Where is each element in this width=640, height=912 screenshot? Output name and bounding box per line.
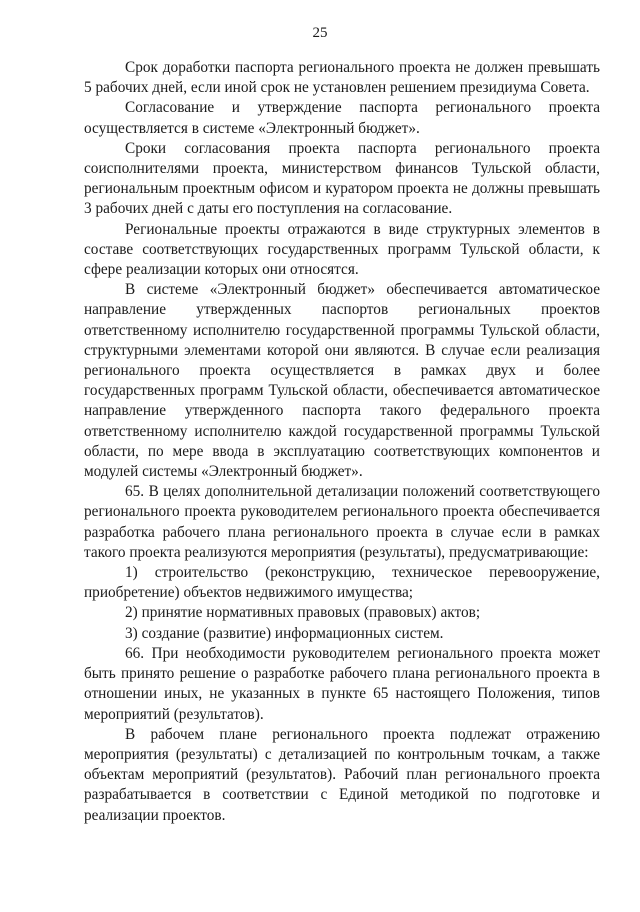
- page-number: 25: [312, 25, 328, 41]
- list-item-2: 2) принятие нормативных правовых (правовых) актов;: [125, 604, 481, 622]
- paragraph-work-plan-contents: В рабочем плане регионального проекта подлежат отражению мероприятия (результаты) с детализацией по контрольным точкам, а также объектам мероприятий (результатов). Рабочий план регионального проекта разрабатывается в соответствии с Единой методикой по подготовке и реализации проектов.: [84, 725, 600, 824]
- paragraph-item-66: 66. При необходимости руководителем регионального проекта может быть принято решение о разработке рабочего плана регионального проекта в отношении иных, не указанных в пункте 65 настоящего Положения, типов мероприятий (результатов).: [84, 644, 600, 723]
- paragraph-revision-deadline: Срок доработки паспорта регионального проекта не должен превышать 5 рабочих дней, если иной срок не установлен решением президиума Совета.: [84, 59, 600, 97]
- paragraph-item-65: 65. В целях дополнительной детализации положений соответствующего регионального проекта руководителем регионального проекта обеспечивается разработка рабочего плана регионального проекта в случае если в рамках такого проекта реализуются мероприятия (результаты), предусматривающие:: [84, 483, 600, 561]
- paragraph-electronic-budget-routing: В системе «Электронный бюджет» обеспечивается автоматическое направление утвержденных паспортов региональных проектов ответственному исполнителю государственной программы Тульской области, структурными элементами которой они являются. В случае если реализация регионального проекта осуществляется в рамках двух и более государственных программ Тульской области, обеспечивается автоматическое направление утвержденного паспорта такого федерального проекта ответственному исполнителю каждой государственной программы Тульской области, по мере ввода в эксплуатацию соответствующих компонентов и модулей системы «Электронный бюджет».: [84, 281, 600, 481]
- list-item-3: 3) создание (развитие) информационных систем.: [125, 624, 444, 642]
- paragraph-approval-system: Согласование и утверждение паспорта регионального проекта осуществляется в системе «Электронный бюджет».: [84, 99, 600, 137]
- list-item-1: 1) строительство (реконструкцию, техническое перевооружение, приобретение) объектов недвижимого имущества;: [84, 564, 600, 602]
- paragraph-approval-deadlines: Сроки согласования проекта паспорта регионального проекта соисполнителями проекта, министерством финансов Тульской области, региональным проектным офисом и куратором проекта не должны превышать 3 рабочих дней с даты его поступления на согласование.: [84, 139, 600, 218]
- paragraph-structural-elements: Региональные проекты отражаются в виде структурных элементов в составе соответствующих государственных программ Тульской области, к сфере реализации которых они относятся.: [84, 220, 600, 279]
- document-body: [84, 58, 600, 826]
